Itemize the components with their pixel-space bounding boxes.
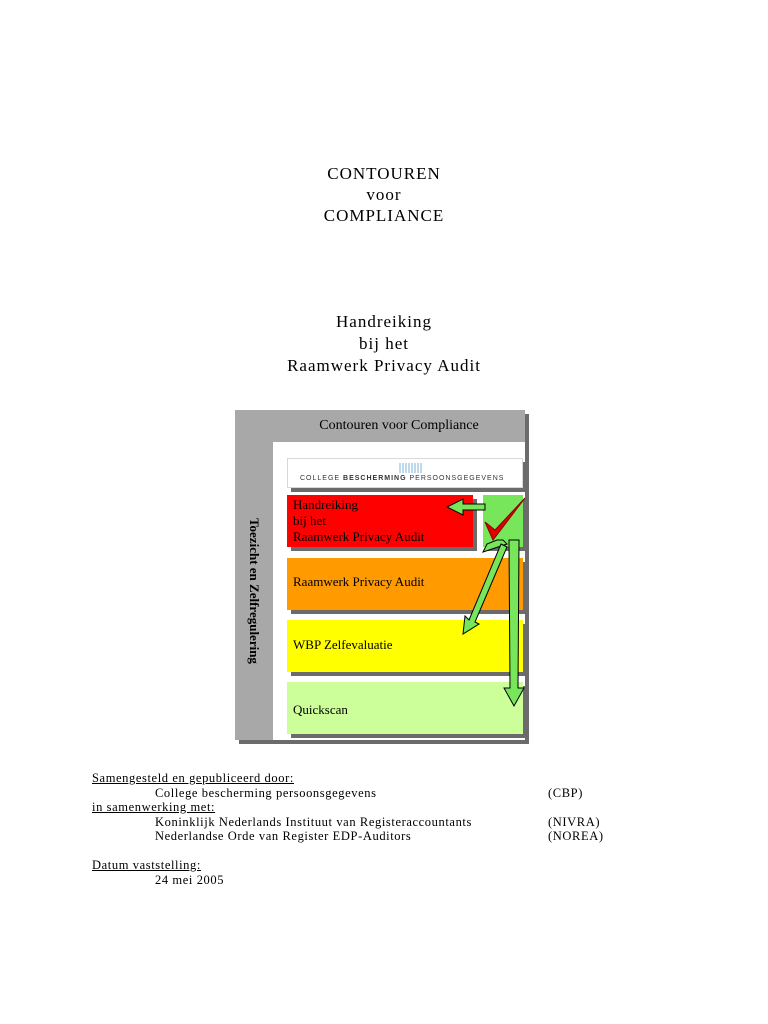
left-arrow-icon: [447, 499, 485, 515]
title-line-2: voor: [366, 185, 402, 204]
date-value: 24 mei 2005: [155, 872, 225, 887]
date-label: Datum vaststelling:: [92, 858, 201, 872]
diagram-header: Contouren voor Compliance: [273, 410, 525, 442]
checkmark-icon: [485, 498, 525, 540]
org3-name: Nederlandse Orde van Register EDP-Auditors: [155, 829, 412, 843]
diag-arrow-2-icon: [463, 544, 507, 634]
side-label-text: Toezicht en Zelfregulering: [247, 518, 262, 664]
org1-name: College bescherming persoonsgegevens: [155, 785, 377, 800]
zelfevaluatie-box: WBP Zelfevaluatie: [287, 620, 523, 672]
raamwerk-box: Raamwerk Privacy Audit: [287, 558, 523, 610]
org1-abbr: (CBP): [548, 785, 583, 800]
compiled-label: Samengesteld en gepubliceerd door:: [92, 771, 294, 785]
handreiking-line-3: Raamwerk Privacy Audit: [293, 529, 425, 544]
credits-section: [92, 771, 652, 887]
document-subtitle: [0, 311, 768, 377]
title-line-3: COMPLIANCE: [323, 206, 445, 225]
org3-abbr: (NOREA): [548, 829, 604, 843]
subtitle-line-1: Handreiking: [336, 312, 432, 331]
title-line-1: CONTOUREN: [327, 164, 441, 183]
subtitle-line-2: bij het: [359, 334, 409, 353]
coop-label: in samenwerking met:: [92, 800, 216, 814]
subtitle-line-3: Raamwerk Privacy Audit: [287, 356, 481, 375]
cbp-logo-part1: COLLEGE: [300, 475, 344, 482]
down-arrow-icon: [504, 540, 524, 706]
org2-abbr: (NIVRA): [548, 814, 601, 829]
handreiking-line-2: bij het: [293, 513, 326, 528]
cbp-logo-part2: BESCHERMING: [343, 475, 407, 482]
diagram-arrows: [235, 410, 535, 745]
cbp-logo-part3: PERSOONSGEGEVENS: [406, 475, 505, 482]
org2-name: Koninklijk Nederlands Instituut van Registeraccountants: [155, 814, 472, 829]
compliance-diagram: [235, 410, 535, 745]
quickscan-box: Quickscan: [287, 682, 523, 734]
document-title: [0, 163, 768, 226]
handreiking-line-1: Handreiking: [293, 497, 358, 512]
